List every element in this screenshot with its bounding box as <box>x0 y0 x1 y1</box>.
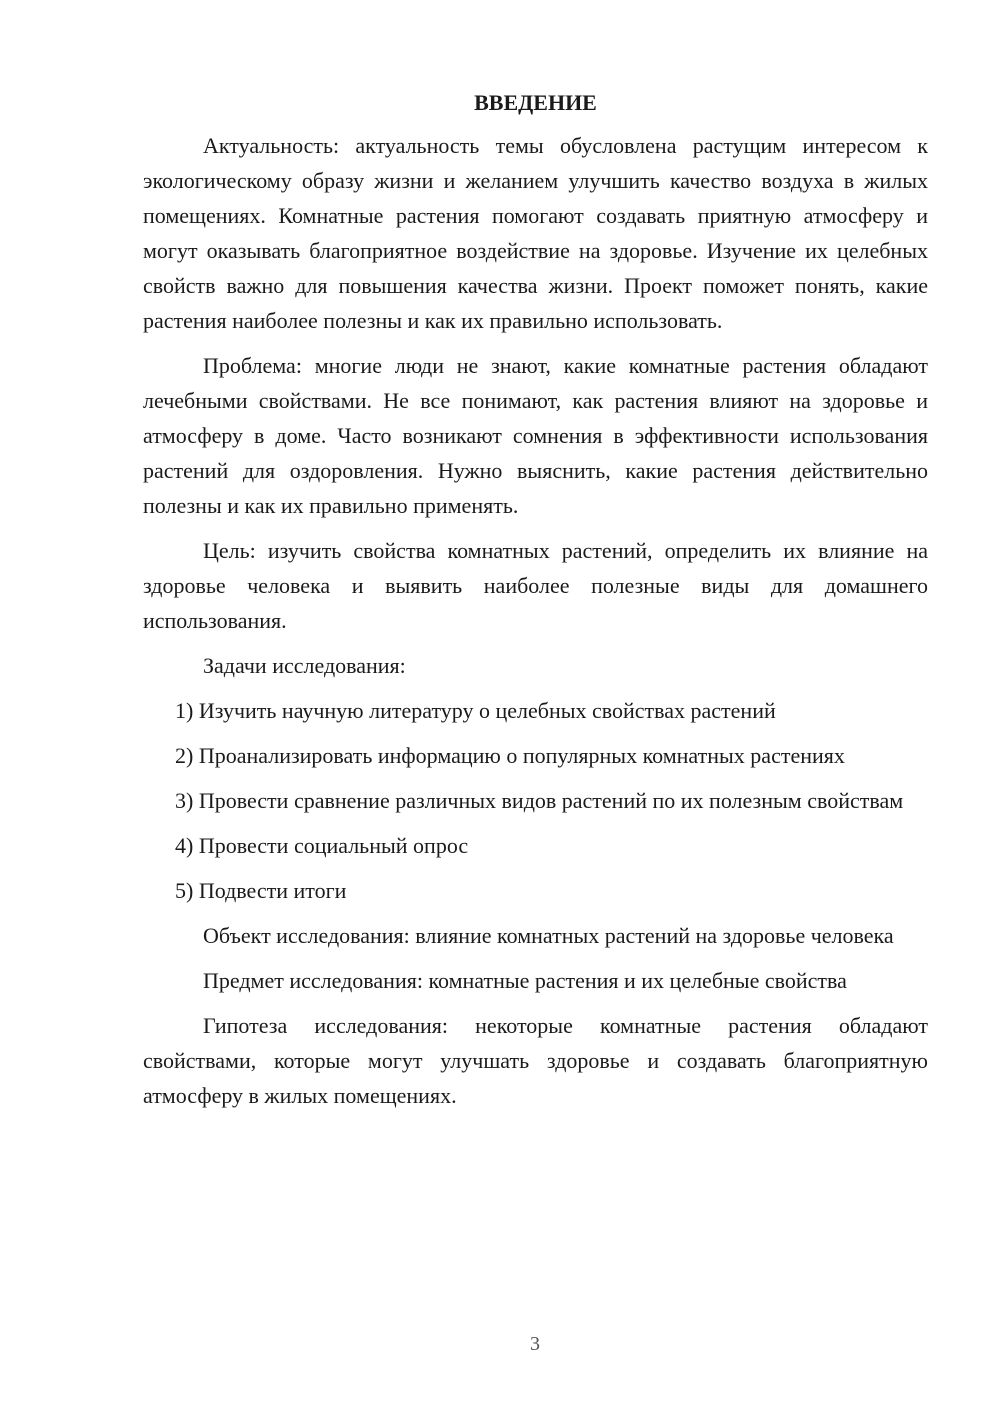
task-item-5: 5) Подвести итоги <box>175 878 347 903</box>
page-number: 3 <box>530 1333 540 1355</box>
problem-paragraph: Проблема: многие люди не знают, какие комнатные растения обладают лечебными свойствами. Не все понимают, как растения влияют на здоровье и атмосферу в доме. Часто возникают сомнения в эффективности использования растений для оздоровления. Нужно выяснить, какие растения действительно полезны и как их правильно применять. <box>143 353 928 518</box>
section-title: ВВЕДЕНИЕ <box>474 90 597 115</box>
task-item-4: 4) Провести социальный опрос <box>175 833 469 858</box>
task-item-1: 1) Изучить научную литературу о целебных свойствах растений <box>175 698 776 723</box>
document-page <box>143 88 928 1123</box>
task-item-3: 3) Провести сравнение различных видов растений по их полезным свойствам <box>175 788 904 813</box>
subject-paragraph: Предмет исследования: комнатные растения и их целебные свойства <box>203 968 847 993</box>
hypothesis-paragraph: Гипотеза исследования: некоторые комнатные растения обладают свойствами, которые могут улучшать здоровье и создавать благоприятную атмосферу в жилых помещениях. <box>143 1013 928 1108</box>
object-paragraph: Объект исследования: влияние комнатных растений на здоровье человека <box>203 923 894 948</box>
relevance-paragraph: Актуальность: актуальность темы обусловлена растущим интересом к экологическому образу жизни и желанием улучшить качество воздуха в жилых помещениях. Комнатные растения помогают создавать приятную атмосферу и могут оказывать благоприятное воздействие на здоровье. Изучение их целебных свойств важно для повышения качества жизни. Проект поможет понять, какие растения наиболее полезны и как их правильно использовать. <box>143 133 928 333</box>
task-item-2: 2) Проанализировать информацию о популярных комнатных растениях <box>175 743 845 768</box>
tasks-heading: Задачи исследования: <box>203 653 406 678</box>
goal-paragraph: Цель: изучить свойства комнатных растений, определить их влияние на здоровье человека и выявить наиболее полезные виды для домашнего использования. <box>143 538 928 633</box>
